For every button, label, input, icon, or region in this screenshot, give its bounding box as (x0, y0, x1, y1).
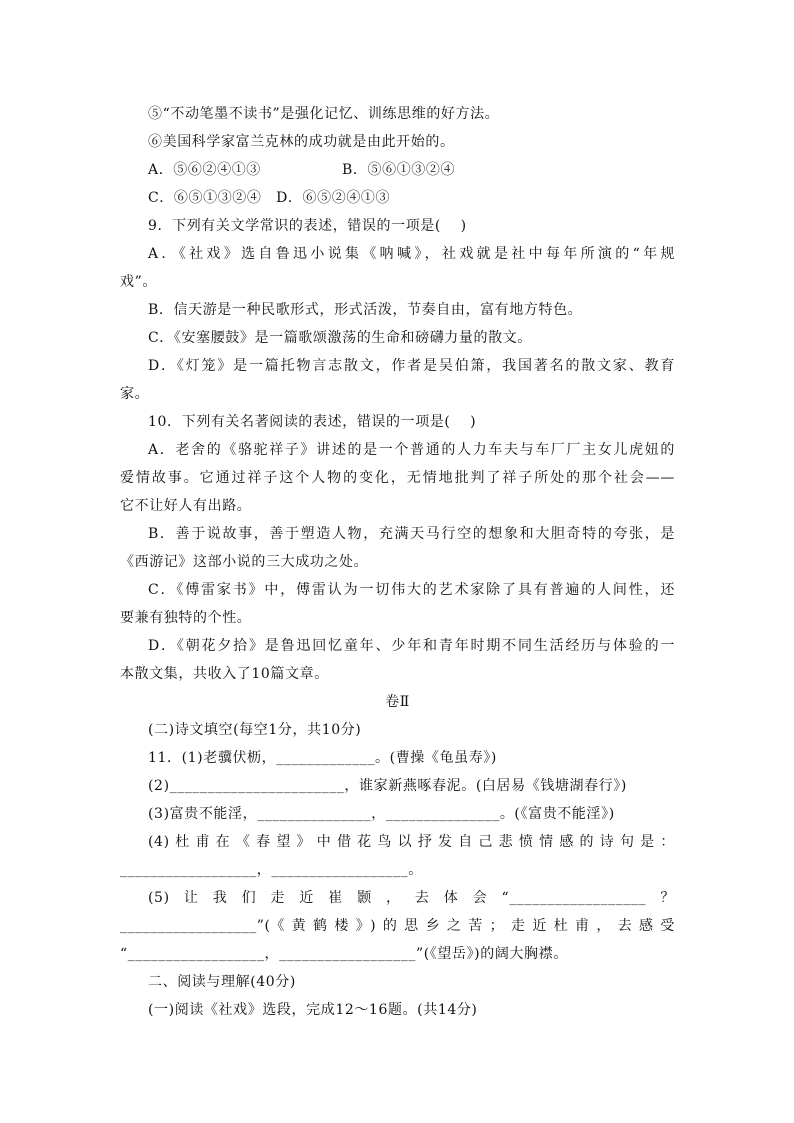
text-line: D．《灯笼》是一篇托物言志散文，作者是吴伯箫，我国著名的散文家、教育 (148, 358, 675, 374)
section-heading: 卷Ⅱ (385, 694, 410, 710)
option-a: A．⑤⑥②④①③ (148, 162, 261, 178)
text-line: 家。 (120, 386, 150, 402)
text-line: (2)_______________________，谁家新燕啄春泥。(白居易《钱塘湖春行》) (148, 778, 627, 794)
text-line: ⑥美国科学家富兰克林的成功就是由此开始的。 (148, 134, 455, 150)
question-11: 11．(1)老骥伏枥，_____________。(曹操《龟虽寿》) (148, 750, 497, 766)
text-line: ⑤“不动笔墨不读书”是强化记忆、训练思维的好方法。 (148, 106, 500, 122)
section-title: (一)阅读《社戏》选段，完成12～16题。(共14分) (148, 1002, 478, 1018)
text-line: 要兼有独特的个性。 (120, 610, 252, 626)
text-line: A．《社戏》选自鲁迅小说集《呐喊》，社戏就是社中每年所演的“年规 (148, 246, 675, 262)
text-line: B．善于说故事，善于塑造人物，充满天马行空的想象和大胆奇特的夸张，是 (148, 526, 675, 542)
text-line: B．信天游是一种民歌形式，形式活泼，节奏自由，富有地方特色。 (148, 302, 583, 318)
option-row: C．⑥⑤①③②④ D．⑥⑤②④①③ (148, 190, 391, 206)
option-b: B．⑤⑥①③②④ (342, 162, 456, 178)
text-line: 《西游记》这部小说的三大成功之处。 (120, 554, 369, 570)
text-line: C．《傅雷家书》中，傅雷认为一切伟大的艺术家除了具有普遍的人间性，还 (148, 582, 675, 598)
text-line: __________________”(《黄鹤楼》)的思乡之苦；走近杜甫，去感受 (120, 918, 675, 934)
text-line: C．《安塞腰鼓》是一篇歌颂激荡的生命和磅礴力量的散文。 (148, 330, 532, 346)
text-line: __________________，__________________。 (120, 862, 423, 878)
text-line: 戏”。 (120, 274, 157, 290)
section-title: (二)诗文填空(每空1分，共10分) (148, 722, 362, 738)
option-row (148, 160, 675, 180)
text-line: 它不让好人有出路。 (120, 498, 252, 514)
section-title: 二、阅读与理解(40分) (148, 974, 296, 990)
text-line: A．老舍的《骆驼祥子》讲述的是一个普通的人力车夫与车厂厂主女儿虎妞的 (148, 442, 675, 458)
question-9: 9．下列有关文学常识的表述，错误的一项是( ) (148, 218, 467, 234)
text-line: D．《朝花夕拾》是鲁迅回忆童年、少年和青年时期不同生活经历与体验的一 (148, 638, 675, 654)
text-line: 爱情故事。它通过祥子这个人物的变化，无情地批判了祥子所处的那个社会—— (120, 470, 675, 486)
text-line: (3)富贵不能淫，_______________，_______________。(《富贵不能淫》) (148, 806, 615, 822)
text-line: 本散文集，共收入了10篇文章。 (120, 666, 329, 682)
text-line: (5)让我们走近崔颢，去体会“__________________？ (148, 890, 675, 906)
text-line: (4)杜甫在《春望》中借花鸟以抒发自己悲愤情感的诗句是： (148, 834, 675, 850)
text-line: “__________________，__________________”(《望岳》)的阔大胸襟。 (120, 946, 568, 962)
question-10: 10．下列有关名著阅读的表述，错误的一项是( ) (148, 414, 477, 430)
